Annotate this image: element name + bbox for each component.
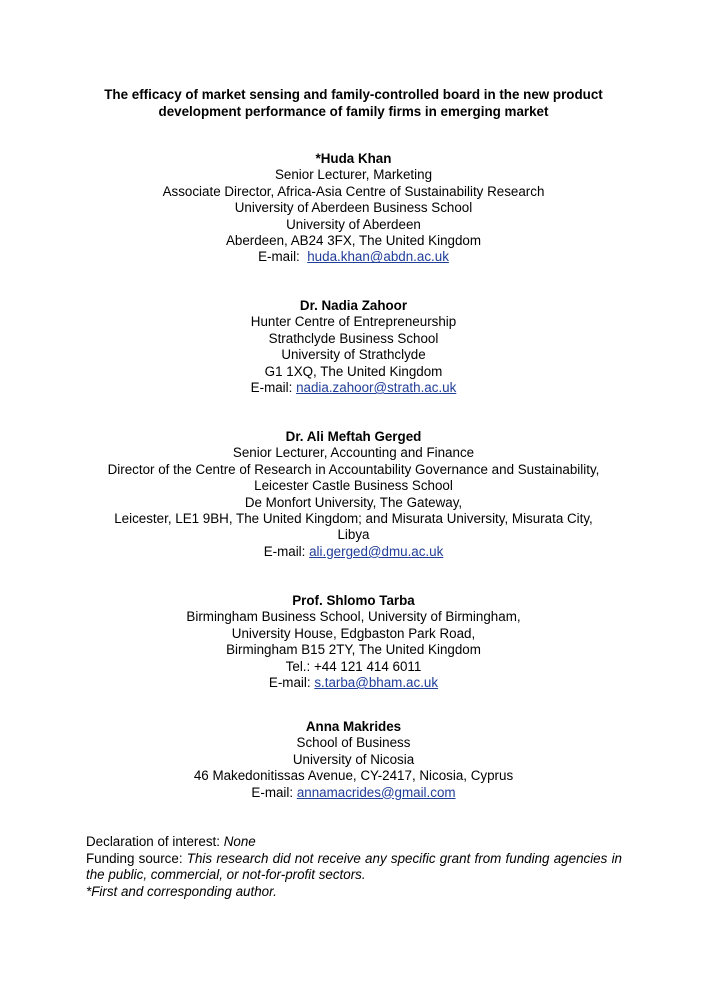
paper-title <box>60 86 647 120</box>
email-link[interactable]: ali.gerged@dmu.ac.uk <box>309 543 444 559</box>
declarations <box>86 834 622 900</box>
author-block-tarba <box>60 593 647 691</box>
affiliation-line: Tel.: +44 121 414 6011 <box>285 658 422 674</box>
affiliation-line: Birmingham B15 2TY, The United Kingdom <box>226 642 481 658</box>
affiliation-line: Aberdeen, AB24 3FX, The United Kingdom <box>225 233 482 249</box>
email-line <box>60 785 647 801</box>
email-link[interactable]: annamacrides@gmail.com <box>296 784 456 800</box>
affiliation-line: Libya <box>337 527 370 543</box>
email-link[interactable]: huda.khan@abdn.ac.uk <box>307 249 449 265</box>
email-line <box>60 249 647 265</box>
affiliation-line: Strathclyde Business School <box>268 330 439 346</box>
affiliation-line: 46 Makedonitissas Avenue, CY-2417, Nicosia, Cyprus <box>193 768 514 784</box>
affiliation-line: Senior Lecturer, Accounting and Finance <box>232 445 475 461</box>
declaration-of-interest <box>86 834 622 851</box>
declaration-label: Declaration of interest: <box>86 834 220 849</box>
email-link[interactable]: s.tarba@bham.ac.uk <box>314 675 439 691</box>
affiliation-line: University of Aberdeen Business School <box>234 200 473 216</box>
email-label: E-mail: <box>263 543 306 559</box>
funding-label: Funding source: <box>86 850 183 866</box>
title-line-1: The efficacy of market sensing and family-controlled board in the new product <box>104 87 603 102</box>
email-label: E-mail: <box>258 249 300 265</box>
email-link[interactable]: nadia.zahoor@strath.ac.uk <box>296 380 457 396</box>
affiliation-line: School of Business <box>296 735 411 751</box>
affiliation-line: Associate Director, Africa-Asia Centre of Sustainability Research <box>162 183 545 199</box>
affiliation-line: De Monfort University, The Gateway, <box>244 494 463 510</box>
author-name: Dr. Ali Meftah Gerged <box>285 429 422 444</box>
author-block-gerged <box>60 429 647 560</box>
author-block-khan <box>60 151 647 266</box>
affiliation-line: Hunter Centre of Entrepreneurship <box>250 314 457 330</box>
author-block-zahoor <box>60 298 647 396</box>
author-name: Prof. Shlomo Tarba <box>292 593 415 608</box>
first-author-note: *First and corresponding author. <box>86 883 277 899</box>
affiliation-line: University House, Edgbaston Park Road, <box>231 625 476 641</box>
email-line <box>60 544 647 560</box>
author-name: Dr. Nadia Zahoor <box>299 298 408 313</box>
affiliation-line: University of Nicosia <box>292 751 415 767</box>
affiliation-line: Director of the Centre of Research in Accountability Governance and Sustainability, <box>107 461 600 477</box>
author-name: Anna Makrides <box>305 719 402 734</box>
author-block-makrides <box>60 719 647 801</box>
funding-source <box>86 851 622 884</box>
email-line <box>60 380 647 396</box>
affiliation-line: Birmingham Business School, University of Birmingham, <box>186 609 521 625</box>
affiliation-line: G1 1XQ, The United Kingdom <box>264 363 443 379</box>
affiliation-line: Senior Lecturer, Marketing <box>274 167 433 183</box>
title-line-2: development performance of family firms in emerging market <box>158 104 549 119</box>
affiliation-line: Leicester, LE1 9BH, The United Kingdom; and Misurata University, Misurata City, <box>114 511 593 527</box>
funding-value: This research did not receive any specific grant from funding agencies in the public, commercial, or not-for-profit sectors. <box>86 850 622 882</box>
author-name: *Huda Khan <box>315 151 392 166</box>
affiliation-line: University of Aberdeen <box>286 216 421 232</box>
email-label: E-mail: <box>250 380 293 396</box>
email-label: E-mail: <box>268 675 311 691</box>
affiliation-line: Leicester Castle Business School <box>254 478 453 494</box>
email-label: E-mail: <box>251 784 294 800</box>
affiliation-line: University of Strathclyde <box>281 347 426 363</box>
declaration-value: None <box>223 834 256 849</box>
email-line <box>60 675 647 691</box>
